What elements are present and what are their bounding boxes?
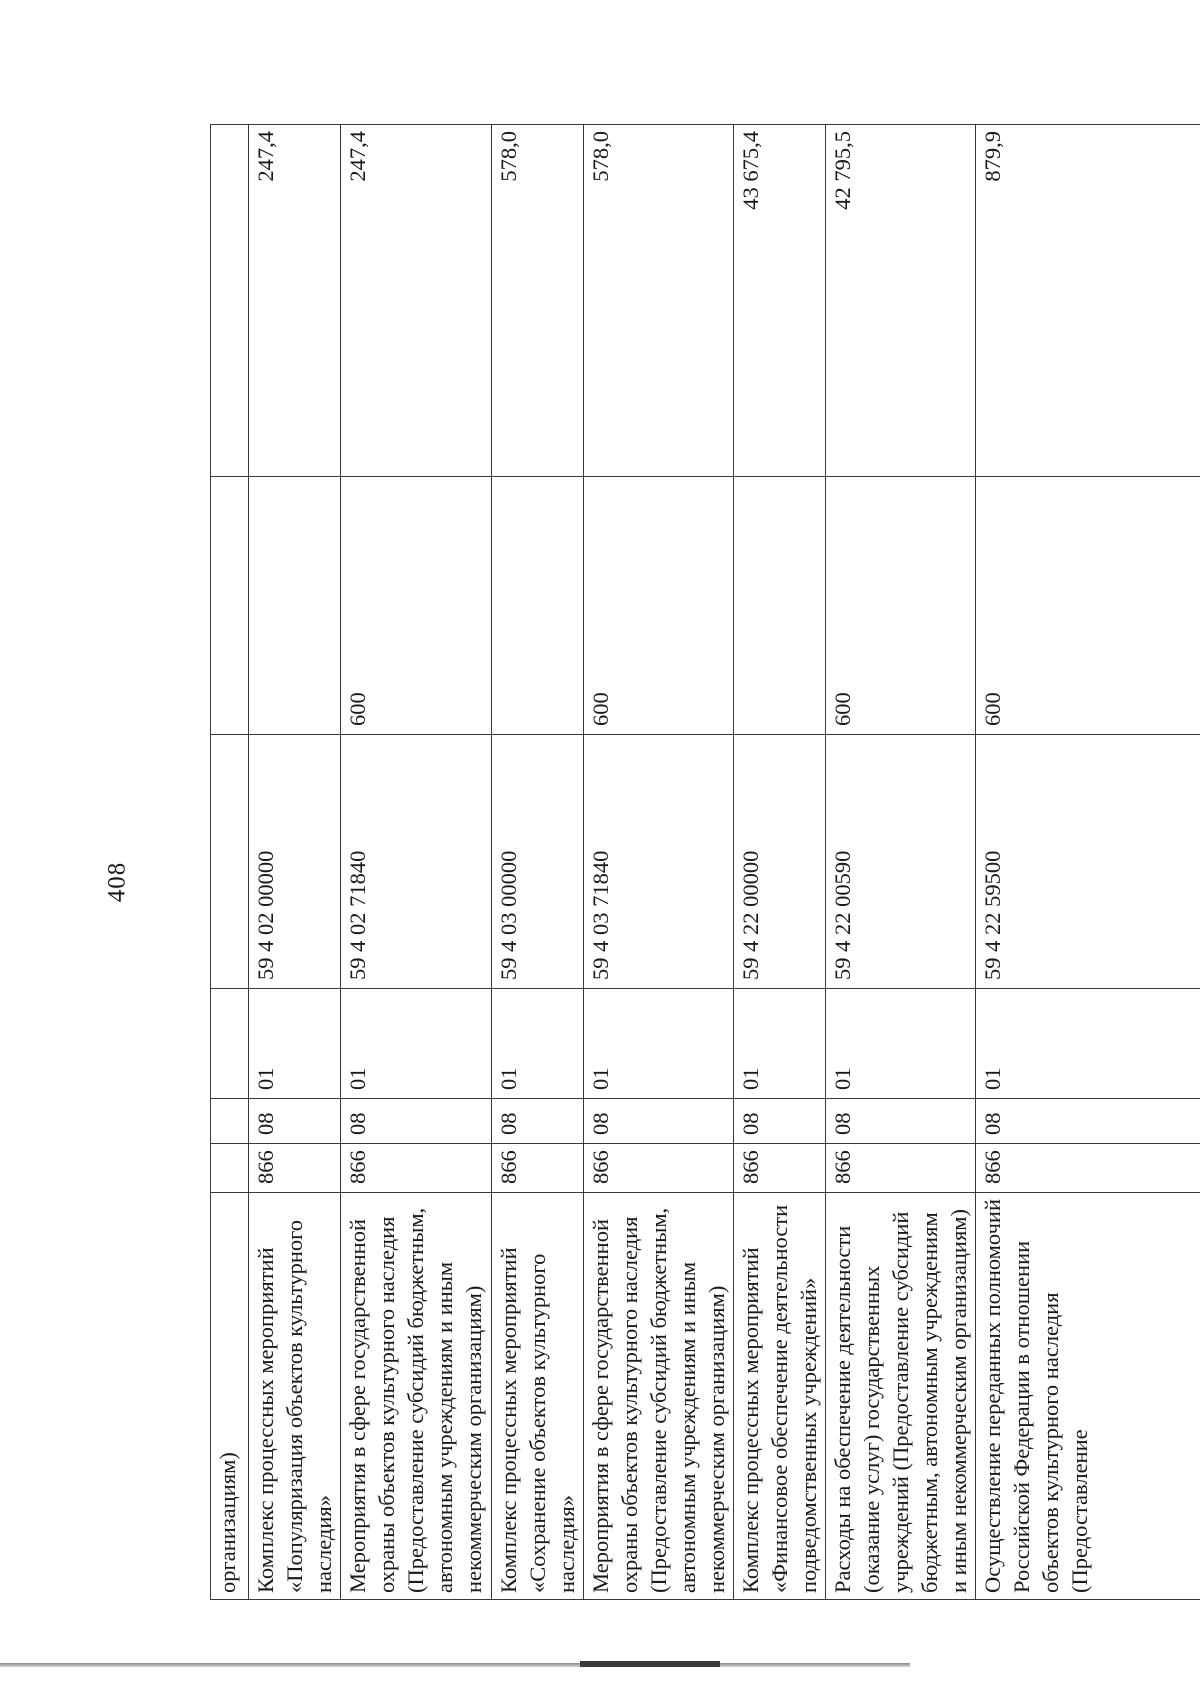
expense-type-code <box>249 477 341 735</box>
row-description: Комплекс процессных мероприятий «Сохранение объектов культурного наследия» <box>492 1193 584 1600</box>
bottom-rule <box>0 1663 910 1667</box>
ved-code <box>211 1144 249 1193</box>
target-article-code <box>211 735 249 989</box>
table-row <box>492 125 584 1600</box>
section-code: 08 <box>734 1099 826 1144</box>
target-article-code: 59 4 22 59500 <box>976 735 1200 989</box>
ved-code: 866 <box>249 1144 341 1193</box>
target-article-code: 59 4 03 71840 <box>584 735 734 989</box>
expense-type-code: 600 <box>341 477 492 735</box>
expense-type-code: 600 <box>584 477 734 735</box>
subsection-code <box>211 989 249 1099</box>
table-row <box>734 125 826 1600</box>
subsection-code: 01 <box>492 989 584 1099</box>
section-code: 08 <box>976 1099 1200 1144</box>
subsection-code: 01 <box>734 989 826 1099</box>
target-article-code: 59 4 02 71840 <box>341 735 492 989</box>
ved-code: 866 <box>492 1144 584 1193</box>
amount <box>211 125 249 477</box>
expense-type-code <box>492 477 584 735</box>
expense-type-code <box>734 477 826 735</box>
row-description: Комплекс процессных мероприятий «Финансовое обеспечение деятельности подведомственных учреждений» <box>734 1193 826 1600</box>
section-code <box>211 1099 249 1144</box>
subsection-code: 01 <box>341 989 492 1099</box>
row-description: организациям) <box>211 1193 249 1600</box>
expense-type-code <box>211 477 249 735</box>
rotated-table-container <box>210 125 1100 1600</box>
ved-code: 866 <box>826 1144 976 1193</box>
amount: 578,0 <box>492 125 584 477</box>
expense-type-code: 600 <box>976 477 1200 735</box>
row-description: Расходы на обеспечение деятельности (оказание услуг) государственных учреждений (Предоставление субсидий бюджетным, автономным учреждениям и иным некоммерческим организациям) <box>826 1193 976 1600</box>
row-description: Осуществление переданных полномочий Российской Федерации в отношении объектов культурного наследия (Предоставление <box>976 1193 1200 1600</box>
ved-code: 866 <box>341 1144 492 1193</box>
section-code: 08 <box>249 1099 341 1144</box>
subsection-code: 01 <box>826 989 976 1099</box>
row-description: Мероприятия в сфере государственной охраны объектов культурного наследия (Предоставление субсидий бюджетным, автономным учреждениям и иным некоммерческим организациям) <box>584 1193 734 1600</box>
section-code: 08 <box>341 1099 492 1144</box>
row-description: Мероприятия в сфере государственной охраны объектов культурного наследия (Предоставление субсидий бюджетным, автономным учреждениям и иным некоммерческим организациям) <box>341 1193 492 1600</box>
amount: 247,4 <box>249 125 341 477</box>
section-code: 08 <box>492 1099 584 1144</box>
ved-code: 866 <box>734 1144 826 1193</box>
expense-type-code: 600 <box>826 477 976 735</box>
amount: 247,4 <box>341 125 492 477</box>
target-article-code: 59 4 22 00590 <box>826 735 976 989</box>
page-number: 408 <box>103 861 131 903</box>
table-row <box>249 125 341 1600</box>
target-article-code: 59 4 02 00000 <box>249 735 341 989</box>
row-description: Комплекс процессных мероприятий «Популяризация объектов культурного наследия» <box>249 1193 341 1600</box>
budget-table <box>210 124 1200 1600</box>
section-code: 08 <box>584 1099 734 1144</box>
subsection-code: 01 <box>249 989 341 1099</box>
table-row <box>826 125 976 1600</box>
table-row <box>341 125 492 1600</box>
target-article-code: 59 4 22 00000 <box>734 735 826 989</box>
bottom-mark <box>580 1661 720 1667</box>
table-row <box>976 125 1200 1600</box>
table-row <box>211 125 249 1600</box>
table-row <box>584 125 734 1600</box>
subsection-code: 01 <box>584 989 734 1099</box>
subsection-code: 01 <box>976 989 1200 1099</box>
ved-code: 866 <box>584 1144 734 1193</box>
amount: 42 795,5 <box>826 125 976 477</box>
amount: 578,0 <box>584 125 734 477</box>
target-article-code: 59 4 03 00000 <box>492 735 584 989</box>
section-code: 08 <box>826 1099 976 1144</box>
amount: 43 675,4 <box>734 125 826 477</box>
ved-code: 866 <box>976 1144 1200 1193</box>
amount: 879,9 <box>976 125 1200 477</box>
